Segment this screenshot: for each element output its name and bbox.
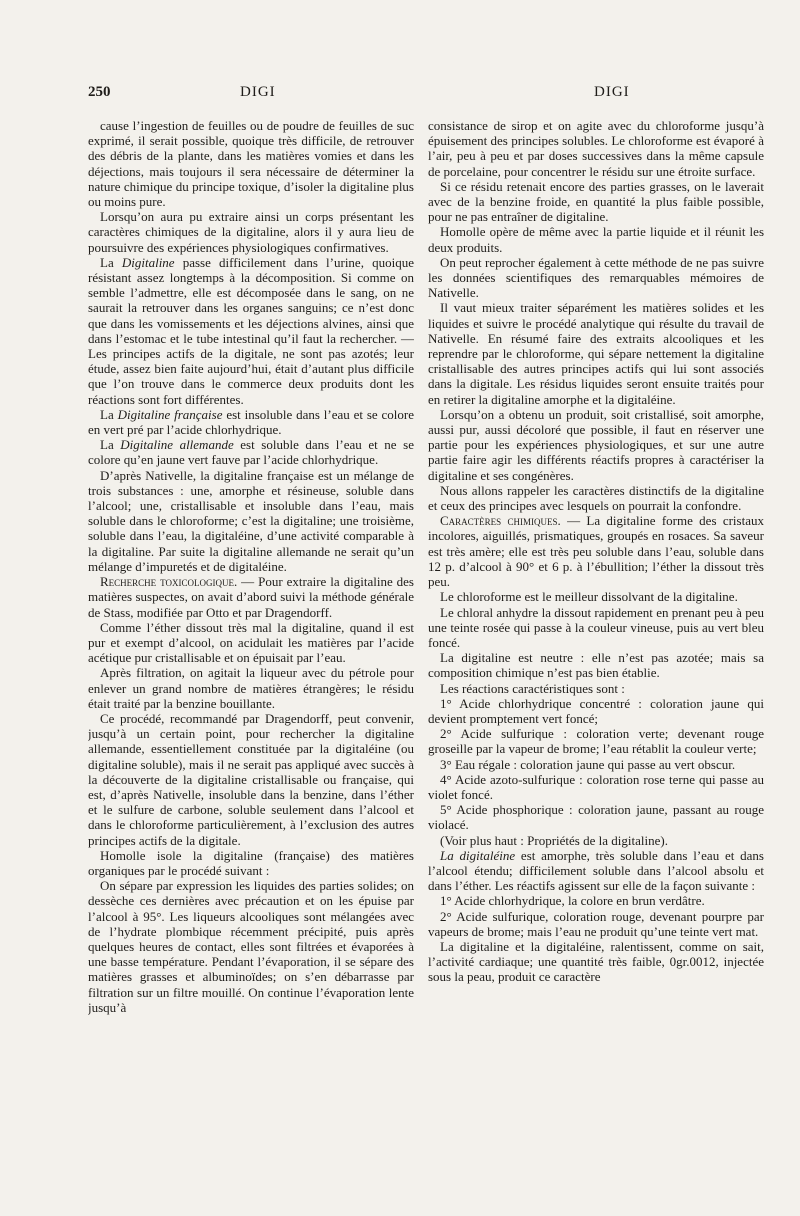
paragraph-text: Après filtration, on agitait la liqueur avec du pétrole pour enlever un grand nombre de matières étrangères; le résidu était traité par la benzine bouillante. — [88, 665, 414, 711]
paragraph-text: Le chloral anhydre la dissout rapidement en prenant peu à peu une teinte rosée qui passe à la couleur vineuse, puis au vert bleu foncé. — [428, 604, 764, 650]
paragraph — [428, 407, 764, 483]
paragraph-text: D’après Nativelle, la digitaline française est un mélange de trois substances : une, amorphe et résineuse, soluble dans l’alcool; une, cristallisable et insoluble dans l’eau, mais soluble dans le chloroforme; c’est la digitaline; une troisième, soluble dans l’eau, la digitaléine, d’une activité comparable à la digitaline. Par suite la digitaline allemande ne serait qu’un mélange d’impuretés et de digitaléine. — [88, 467, 414, 574]
right-column — [428, 118, 764, 1200]
paragraph — [428, 757, 764, 772]
paragraph — [428, 300, 764, 406]
paragraph-text: Lorsqu’on aura pu extraire ainsi un corps présentant les caractères chimiques de la digitaline, alors il y aura lieu de poursuivre des expériences physiologiques confirmatives. — [88, 209, 414, 255]
running-head-left: DIGI — [240, 84, 276, 100]
paragraph — [428, 483, 764, 513]
paragraph-text: cause l’ingestion de feuilles ou de poudre de feuilles de suc exprimé, il serait possible, quoique très difficile, de retrouver des débris de la plante, dans les matières vomies et dans les déjections, mais toujours il sera nécessaire de déterminer la nature chimique du principe toxique, d’isoler la digitaline plus ou moins pure. — [88, 118, 414, 210]
paragraph — [428, 681, 764, 696]
paragraph-text: Ce procédé, recommandé par Dragendorff, peut convenir, jusqu’à un certain point, pour rechercher la digitaline allemande, essentiellement constituée par la digitaléine (ou digitaline soluble), mais il ne serait pas appliqué avec succès à la découverte de la digitaline cristallisable ou française, qui est, d’après Nativelle, insoluble dans la benzine, dans l’éther et le sulfure de carbone, soluble seulement dans l’alcool et dans le chloroforme particulièrement, à l’exclusion des autres principes actifs de la digitale. — [88, 710, 414, 848]
paragraph-text: La digitaline est neutre : elle n’est pas azotée; mais sa composition chimique n’est pas bien établie. — [428, 650, 764, 681]
paragraph — [428, 605, 764, 651]
paragraph-text: On peut reprocher également à cette méthode de ne pas suivre les données scientifiques des remarquables mémoires de Nativelle. — [428, 254, 764, 301]
paragraph — [88, 437, 414, 467]
paragraph-text: Nous allons rappeler les caractères distinctifs de la digitaline et ceux des principes avec lesquels on pourrait la confondre. — [428, 482, 764, 514]
paragraph — [428, 726, 764, 756]
paragraph — [428, 939, 764, 985]
paragraph — [88, 255, 414, 407]
paragraph — [428, 224, 764, 254]
paragraph — [88, 878, 414, 1015]
paragraph-prefix: La — [100, 406, 118, 422]
paragraph — [428, 909, 764, 939]
paragraph — [428, 802, 764, 832]
paragraph-text: Comme l’éther dissout très mal la digitaline, quand il est pur et exempt d’alcool, on acidulait les matières par l’acide acétique pur cristallisable et on épuisait par l’eau. — [88, 619, 414, 666]
paragraph-text: — Pour extraire la digitaline des matières suspectes, on avait d’abord suivi la méthode générale de Stass, modifiée par Otto et par Dragendorff. — [88, 574, 414, 620]
left-column — [88, 118, 414, 1200]
page-number: 250 — [88, 84, 111, 100]
page-header — [88, 84, 764, 108]
paragraph — [88, 848, 414, 878]
paragraph-text: 2° Acide sulfurique, coloration rouge, devenant pourpre par vapeurs de brome; mais l’eau ne produit qu’une teinte vert mat. — [428, 908, 764, 939]
paragraph-text: On sépare par expression les liquides des parties solides; on dessèche ces dernières avec précaution et on les épuise par l’alcool à 95°. Les liqueurs alcooliques sont mélangées avec de l’hydrate plombique récemment précipité, puis après quelques heures de contact, elles sont filtrées et évaporées à une basse température. Pendant l’évaporation, il se sépare des matières grasses et albuminoïdes; on s’en débarrasse par filtration sur un filtre mouillé. On continue l’évaporation lente jusqu’à — [88, 878, 414, 1015]
paragraph — [88, 665, 414, 711]
paragraph — [88, 118, 414, 209]
paragraph — [88, 620, 414, 666]
paragraph-text: Les réactions caractéristiques sont : — [440, 680, 625, 696]
paragraph-prefix: La — [100, 254, 122, 270]
paragraph — [428, 833, 764, 848]
paragraph — [428, 179, 764, 225]
section-heading: Recherche toxicologique. — [100, 574, 238, 590]
paragraph — [428, 589, 764, 604]
paragraph-text: est soluble dans l’eau et ne se colore qu’en jaune vert fauve par l’acide chlorhydrique. — [88, 437, 414, 468]
paragraph — [88, 209, 414, 255]
paragraph — [428, 696, 764, 726]
paragraph — [428, 893, 764, 908]
paragraph-text: passe difficilement dans l’urine, quoique résistant assez longtemps à la décomposition. Si comme on semble l’admettre, elle est décomposée dans le sang, on ne saurait la retrouver dans les organes sanguins; ce n’est donc que dans les vomissements et les déjections alvines, ainsi que dans l’estomac et le tube intestinal qu’il faut la rechercher. — Les principes actifs de la digitale, ne sont pas azotés; leur étude, assez bien faite aujourd’hui, était d’autant plus difficile que l’on trouve dans le commerce deux produits dont les réactions sont fort différentes. — [88, 254, 414, 407]
paragraph-text: — La digitaline forme des cristaux incolores, aiguillés, prismatiques, groupés en rosaces. Sa saveur est très amère; elle est très peu soluble dans l’eau, soluble dans 12 p. d’alcool à 90° et 6 p. à l’ébullition; l’éther la dissout très peu. — [428, 513, 764, 590]
italic-term: Digitaline — [121, 254, 175, 270]
paragraph-text: est amorphe, très soluble dans l’eau et dans l’alcool étendu; difficilement soluble dans l’alcool absolu et dans l’éther. Les réactifs agissent sur elle de la façon suivante : — [428, 847, 764, 894]
paragraph-text: Homolle opère de même avec la partie liquide et il réunit les deux produits. — [428, 224, 764, 255]
paragraph-text: 1° Acide chlorhydrique concentré : coloration jaune qui devient promptement vert foncé; — [428, 695, 764, 726]
paragraph — [88, 407, 414, 437]
paragraph-text: 2° Acide sulfurique : coloration verte; devenant rouge groseille par la vapeur de brome; l’eau rétablit la couleur verte; — [428, 726, 764, 757]
italic-term: La digitaléine — [440, 847, 516, 863]
paragraph-text: est insoluble dans l’eau et se colore en vert pré par l’acide chlorhydrique. — [88, 406, 414, 438]
paragraph — [88, 711, 414, 848]
paragraph — [428, 848, 764, 894]
paragraph-prefix: La — [100, 437, 121, 453]
running-head-right: DIGI — [594, 84, 630, 100]
paragraph-text: 5° Acide phosphorique : coloration jaune, passant au rouge violacé. — [428, 802, 764, 833]
paragraph-text: 1° Acide chlorhydrique, la colore en brun verdâtre. — [440, 893, 705, 909]
italic-term: Digitaline allemande — [120, 437, 234, 453]
paragraph-text: (Voir plus haut : Propriétés de la digitaline). — [440, 832, 668, 848]
paragraph — [428, 772, 764, 802]
paragraph — [428, 650, 764, 680]
paragraph-text: La digitaline et la digitaléine, ralentissent, comme on sait, l’activité cardiaque; une quantité très faible, 0gr.0012, injectée sous la peau, produit ce caractère — [428, 938, 764, 985]
paragraph — [428, 118, 764, 179]
paragraph-text: Homolle isole la digitaline (française) des matières organiques par le procédé suivant : — [88, 847, 414, 878]
paragraph-text: Si ce résidu retenait encore des parties grasses, on le laverait avec de la benzine froide, en quantité la plus faible possible, pour ne pas entraîner de digitaline. — [428, 178, 764, 225]
paragraph-text: Le chloroforme est le meilleur dissolvant de la digitaline. — [440, 589, 738, 605]
paragraph — [428, 255, 764, 301]
paragraph-text: 4° Acide azoto-sulfurique : coloration rose terne qui passe au violet foncé. — [428, 771, 764, 802]
paragraph — [88, 574, 414, 620]
paragraph — [88, 468, 414, 574]
paragraph-text: 3° Eau régale : coloration jaune qui passe au vert obscur. — [440, 756, 736, 772]
italic-term: Digitaline française — [117, 406, 223, 422]
section-heading: Caractères chimiques. — [440, 513, 561, 529]
paragraph — [428, 513, 764, 589]
paragraph-text: Il vaut mieux traiter séparément les matières solides et les liquides et suivre le procédé analytique qui résulte du travail de Nativelle. En résumé faire des extraits alcooliques et les reprendre par le chloroforme, qui sépare nettement la digitaline cristallisable des autres principes actifs qui lui sont associés dans la digitale. Les résidus liquides seront ensuite traités pour en retirer la digitaline amorphe et la digitaléine. — [428, 300, 764, 407]
paragraph-text: consistance de sirop et on agite avec du chloroforme jusqu’à épuisement des principes solubles. Le chloroforme est évaporé à l’air, peu à peu et par doses successives dans la même capsule de porcelaine, pour concentrer le résidu sur une étroite surface. — [428, 118, 764, 179]
paragraph-text: Lorsqu’on a obtenu un produit, soit cristallisé, soit amorphe, aussi pur, aussi décoloré que possible, il faut en réserver une partie pour les expériences physiologiques, et sur une autre partie faire agir les différents réactifs propres à caractériser la digitaline et ses congénères. — [428, 406, 764, 483]
